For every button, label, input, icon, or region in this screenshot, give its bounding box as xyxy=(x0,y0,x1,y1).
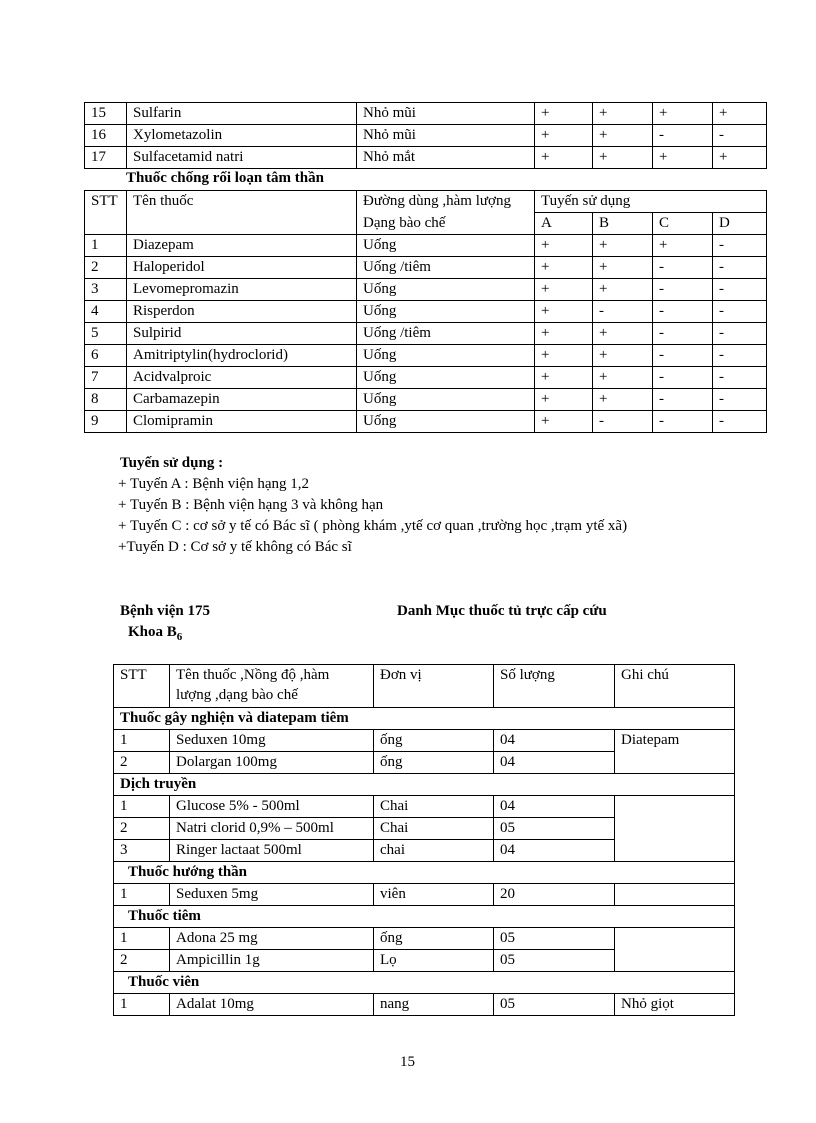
header-name: Tên thuốc ,Nồng độ ,hàm lượng ,dạng bào chế xyxy=(170,665,374,708)
cell: + xyxy=(713,103,767,125)
cell: 1 xyxy=(114,928,170,950)
cell: - xyxy=(593,411,653,433)
table-row xyxy=(114,730,735,752)
section-row xyxy=(114,708,735,730)
cell: Adalat 10mg xyxy=(170,994,374,1016)
cell: - xyxy=(593,301,653,323)
cell: + xyxy=(593,279,653,301)
table-row xyxy=(114,928,735,950)
cell: Uống /tiêm xyxy=(357,257,535,279)
header-stt: STT xyxy=(85,191,127,235)
cell: + xyxy=(535,235,593,257)
emergency-cabinet-table xyxy=(113,664,735,1016)
header-form: Dạng bào chế xyxy=(357,213,535,235)
legend-line: + Tuyến A : Bệnh viện hạng 1,2 xyxy=(118,476,309,492)
cell: Nhỏ mũi xyxy=(357,103,535,125)
header-route: Đường dùng ,hàm lượng xyxy=(357,191,535,213)
cell: + xyxy=(593,345,653,367)
table-row xyxy=(85,103,767,125)
header-a: A xyxy=(535,213,593,235)
cell: Uống xyxy=(357,345,535,367)
cell: + xyxy=(593,147,653,169)
section-row xyxy=(114,906,735,928)
section-row xyxy=(114,774,735,796)
cell: - xyxy=(653,389,713,411)
page-number: 15 xyxy=(400,1054,415,1070)
note-cell xyxy=(615,884,735,906)
cell: 2 xyxy=(114,818,170,840)
cell: 05 xyxy=(494,994,615,1016)
cell: + xyxy=(535,257,593,279)
header-qty: Số lượng xyxy=(494,665,615,708)
cell: 2 xyxy=(114,950,170,972)
cell: Xylometazolin xyxy=(127,125,357,147)
table-header-row xyxy=(85,191,767,213)
cell: 8 xyxy=(85,389,127,411)
cell: Diazepam xyxy=(127,235,357,257)
cell: Sulpirid xyxy=(127,323,357,345)
table-row xyxy=(85,147,767,169)
legend-title: Tuyến sử dụng : xyxy=(120,455,224,471)
section-title: Thuốc hướng thần xyxy=(114,862,735,884)
cell: Uống xyxy=(357,411,535,433)
cell: 04 xyxy=(494,796,615,818)
cell: Acidvalproic xyxy=(127,367,357,389)
section-title: Thuốc gây nghiện và diatepam tiêm xyxy=(114,708,735,730)
cell: 17 xyxy=(85,147,127,169)
cell: 9 xyxy=(85,411,127,433)
cell: - xyxy=(713,323,767,345)
cell: - xyxy=(653,279,713,301)
cell: - xyxy=(713,301,767,323)
cell: 3 xyxy=(85,279,127,301)
cell: 04 xyxy=(494,840,615,862)
cell: 20 xyxy=(494,884,615,906)
cell: 1 xyxy=(114,994,170,1016)
cell: 1 xyxy=(114,730,170,752)
table-row xyxy=(85,235,767,257)
cell: 5 xyxy=(85,323,127,345)
cell: - xyxy=(713,125,767,147)
header-stt: STT xyxy=(114,665,170,708)
table-header-row xyxy=(114,665,735,708)
cell: 15 xyxy=(85,103,127,125)
cell: 7 xyxy=(85,367,127,389)
psych-section-title: Thuốc chống rối loạn tâm thần xyxy=(126,170,324,186)
cell: 1 xyxy=(114,796,170,818)
header-d: D xyxy=(713,213,767,235)
cell: + xyxy=(593,367,653,389)
cell: Adona 25 mg xyxy=(170,928,374,950)
table-row xyxy=(85,279,767,301)
department-label: Khoa $B_6$ xyxy=(128,624,183,643)
table-row xyxy=(85,389,767,411)
cell: Glucose 5% - 500ml xyxy=(170,796,374,818)
cell: 05 xyxy=(494,928,615,950)
cell: Sulfarin xyxy=(127,103,357,125)
table-row xyxy=(114,884,735,906)
cell: + xyxy=(593,389,653,411)
legend-line: + Tuyến B : Bệnh viện hạng 3 và không hạn xyxy=(118,497,384,513)
cell: - xyxy=(713,389,767,411)
header-b: B xyxy=(593,213,653,235)
cell: Haloperidol xyxy=(127,257,357,279)
cell: + xyxy=(535,345,593,367)
header-note: Ghi chú xyxy=(615,665,735,708)
header-c: C xyxy=(653,213,713,235)
cell: + xyxy=(593,323,653,345)
cell: Seduxen 10mg xyxy=(170,730,374,752)
cell: Uống xyxy=(357,279,535,301)
cell: Carbamazepin xyxy=(127,389,357,411)
cell: + xyxy=(593,103,653,125)
cell: + xyxy=(535,411,593,433)
cell: - xyxy=(653,411,713,433)
cell: + xyxy=(535,125,593,147)
legend-line: + Tuyến C : cơ sở y tế có Bác sĩ ( phòng khám ,ytế cơ quan ,trường học ,trạm ytế xã) xyxy=(118,518,628,534)
header-level: Tuyến sử dụng xyxy=(535,191,767,213)
cell: 1 xyxy=(85,235,127,257)
table-row xyxy=(85,323,767,345)
cell: Ampicillin 1g xyxy=(170,950,374,972)
cell: + xyxy=(535,323,593,345)
cell: + xyxy=(653,235,713,257)
cell: 3 xyxy=(114,840,170,862)
cell: Chai xyxy=(374,796,494,818)
cell: - xyxy=(713,345,767,367)
cell: ống xyxy=(374,928,494,950)
section-row xyxy=(114,972,735,994)
cell: Uống xyxy=(357,389,535,411)
cell: 04 xyxy=(494,730,615,752)
header-name: Tên thuốc xyxy=(127,191,357,235)
cell: - xyxy=(653,301,713,323)
cell: 4 xyxy=(85,301,127,323)
cell: Natri clorid 0,9% – 500ml xyxy=(170,818,374,840)
cell: - xyxy=(653,367,713,389)
cell: Uống xyxy=(357,235,535,257)
cell: Dolargan 100mg xyxy=(170,752,374,774)
cell: Chai xyxy=(374,818,494,840)
note-cell xyxy=(615,928,735,972)
note-cell xyxy=(615,796,735,862)
cell: + xyxy=(653,147,713,169)
cell: chai xyxy=(374,840,494,862)
cell: Lọ xyxy=(374,950,494,972)
cell: Amitriptylin(hydroclorid) xyxy=(127,345,357,367)
cell: + xyxy=(593,125,653,147)
table-row xyxy=(85,345,767,367)
cell: Ringer lactaat 500ml xyxy=(170,840,374,862)
cell: + xyxy=(593,257,653,279)
cell: nang xyxy=(374,994,494,1016)
cell: - xyxy=(653,257,713,279)
cell: ống xyxy=(374,730,494,752)
cell: - xyxy=(653,125,713,147)
cell: - xyxy=(713,279,767,301)
cell: - xyxy=(713,411,767,433)
cell: Nhỏ giọt xyxy=(615,994,735,1016)
psych-drug-table xyxy=(84,190,767,433)
table-row xyxy=(85,125,767,147)
table-row xyxy=(85,367,767,389)
section-title: Thuốc tiêm xyxy=(114,906,735,928)
list-title: Danh Mục thuốc tủ trực cấp cứu xyxy=(397,603,607,619)
cell: ống xyxy=(374,752,494,774)
cell: 16 xyxy=(85,125,127,147)
cell: + xyxy=(593,235,653,257)
cell: Seduxen 5mg xyxy=(170,884,374,906)
cell: Levomepromazin xyxy=(127,279,357,301)
table-row xyxy=(85,411,767,433)
cell: 04 xyxy=(494,752,615,774)
cell: Uống xyxy=(357,301,535,323)
section-row xyxy=(114,862,735,884)
cell: Nhỏ mũi xyxy=(357,125,535,147)
cell: viên xyxy=(374,884,494,906)
table-row xyxy=(85,301,767,323)
cell: - xyxy=(713,257,767,279)
hospital-name: Bệnh viện 175 xyxy=(120,603,211,619)
cell: 2 xyxy=(85,257,127,279)
section-title: Dịch truyền xyxy=(114,774,735,796)
cell: Uống /tiêm xyxy=(357,323,535,345)
cell: + xyxy=(535,147,593,169)
cell: - xyxy=(653,345,713,367)
cell: + xyxy=(535,279,593,301)
cell: Risperdon xyxy=(127,301,357,323)
header-unit: Đơn vị xyxy=(374,665,494,708)
cell: + xyxy=(535,367,593,389)
cell: 05 xyxy=(494,818,615,840)
continued-drug-table xyxy=(84,102,767,169)
cell: Clomipramin xyxy=(127,411,357,433)
table-row xyxy=(114,796,735,818)
cell: - xyxy=(713,235,767,257)
cell: Nhỏ mắt xyxy=(357,147,535,169)
cell: 2 xyxy=(114,752,170,774)
cell: 1 xyxy=(114,884,170,906)
cell: + xyxy=(713,147,767,169)
section-title: Thuốc viên xyxy=(114,972,735,994)
cell: 6 xyxy=(85,345,127,367)
cell: - xyxy=(713,367,767,389)
cell: - xyxy=(653,323,713,345)
table-row xyxy=(85,257,767,279)
legend-line: +Tuyến D : Cơ sở y tế không có Bác sĩ xyxy=(118,539,352,555)
cell: + xyxy=(535,301,593,323)
cell: + xyxy=(535,389,593,411)
note-cell: Diatepam xyxy=(615,730,735,774)
table-row xyxy=(114,994,735,1016)
cell: + xyxy=(535,103,593,125)
cell: 05 xyxy=(494,950,615,972)
cell: Sulfacetamid natri xyxy=(127,147,357,169)
cell: Uống xyxy=(357,367,535,389)
cell: + xyxy=(653,103,713,125)
